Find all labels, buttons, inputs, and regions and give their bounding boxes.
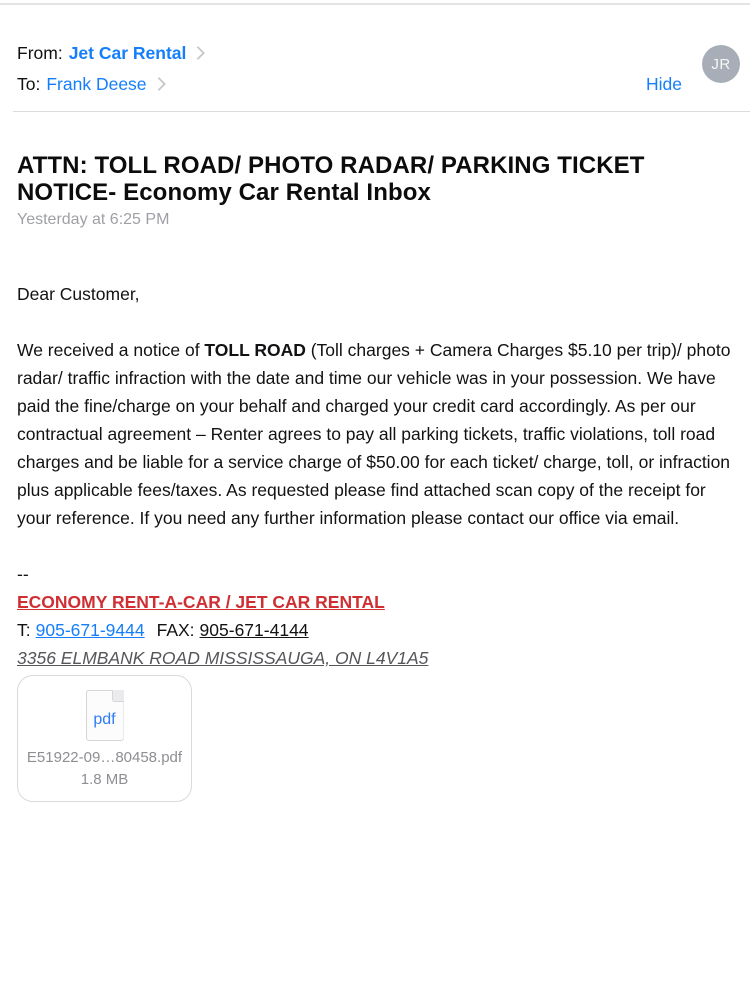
attachment-card[interactable]: [17, 675, 192, 802]
fax-number-link[interactable]: 905-671-4144: [199, 620, 309, 640]
to-label: To:: [17, 74, 41, 94]
tel-label: T:: [17, 620, 31, 640]
body-paragraph: [17, 336, 733, 532]
attachment-filename: E51922-09…80458.pdf: [26, 749, 183, 766]
header-divider: [13, 111, 750, 112]
sender-avatar[interactable]: JR: [702, 45, 740, 83]
paragraph-gap: [17, 532, 733, 560]
timestamp: Yesterday at 6:25 PM: [17, 211, 170, 228]
from-sender-link[interactable]: Jet Car Rental: [68, 43, 187, 63]
to-recipient-link[interactable]: Frank Deese: [46, 74, 147, 94]
message-header: [0, 5, 750, 95]
from-row: [17, 42, 733, 64]
to-row: [17, 73, 733, 95]
body-text-pre: We received a notice of: [17, 340, 205, 360]
signature-phone-line: [17, 616, 733, 644]
signature-company-line: [17, 588, 733, 616]
body-text-bold: TOLL ROAD: [204, 340, 306, 360]
document-fold-corner: [112, 690, 124, 702]
greeting-line: Dear Customer,: [17, 284, 140, 304]
company-link[interactable]: ECONOMY RENT-A-CAR / JET CAR RENTAL: [17, 592, 385, 612]
attachment-filesize: 1.8 MB: [80, 771, 129, 788]
pdf-document-icon: [86, 690, 124, 741]
subject-line: ATTN: TOLL ROAD/ PHOTO RADAR/ PARKING TICKET NOTICE- Economy Car Rental Inbox: [17, 152, 645, 206]
hide-button[interactable]: Hide: [646, 74, 682, 94]
subject-block: [0, 152, 750, 230]
paragraph-gap: [17, 308, 733, 336]
address-link[interactable]: 3356 ELMBANK ROAD MISSISSAUGA, ON L4V1A5: [17, 648, 429, 668]
pdf-type-label: pdf: [93, 711, 116, 728]
phone-number-link[interactable]: 905-671-9444: [35, 620, 145, 640]
chevron-right-icon: [191, 46, 205, 60]
from-label: From:: [17, 43, 63, 63]
signature-divider: --: [17, 564, 29, 584]
to-recipient-group: [17, 73, 164, 95]
chevron-right-icon: [151, 77, 165, 91]
body-text-post: (Toll charges + Camera Charges $5.10 per trip)/ photo radar/ traffic infraction with the date and time our vehicle was in your possession. We have paid the fine/charge on your behalf and charged your credit card accordingly. As per our contractual agreement – Renter agrees to pay all parking tickets, traffic violations, toll road charges and be liable for a service charge of $50.00 for each ticket/ charge, toll, or infraction plus applicable fees/taxes. As requested please find attached scan copy of the receipt for your reference. If you need any further information please contact our office via email.: [17, 340, 731, 528]
fax-label: FAX:: [156, 620, 195, 640]
message-body: [0, 280, 750, 672]
